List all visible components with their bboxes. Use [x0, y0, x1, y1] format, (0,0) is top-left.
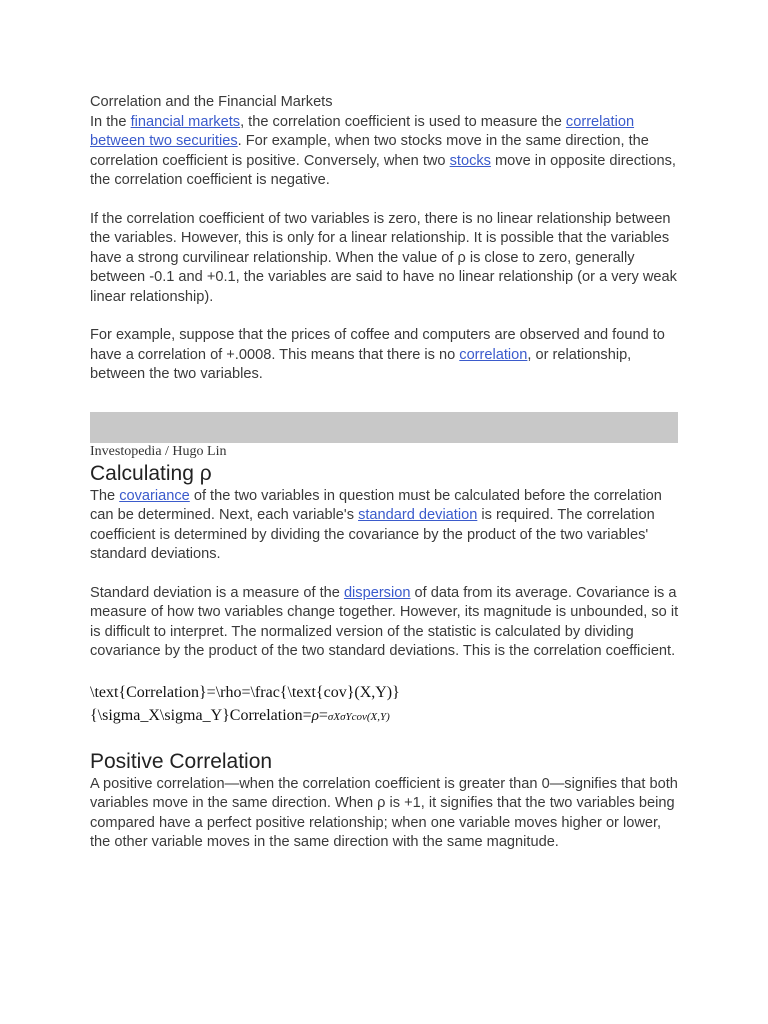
link-covariance[interactable]: covariance	[119, 487, 190, 504]
paragraph-standard-deviation	[90, 584, 682, 662]
text: . For example, when two stocks move in the same direction, the correlation coefficient is positive. Conversely, when two	[90, 133, 649, 169]
link-correlation[interactable]: correlation	[459, 346, 528, 363]
paragraph-positive-correlation: A positive correlation—when the correlation coefficient is greater than 0—signifies that both variables move in the same direction. When ρ is +1, it signifies that the two variables being compared have a perfect positive relationship; when one variable moves higher or lower, the other variable moves in the same direction with the same magnitude.	[90, 775, 678, 850]
text: The	[90, 487, 120, 504]
section-title: Correlation and the Financial Markets	[90, 94, 333, 110]
image-credit: Investopedia / Hugo Lin	[90, 443, 227, 459]
formula-line-1: \text{Correlation}=\rho=\frac{\text{cov}(X,Y)}	[90, 683, 400, 701]
link-dispersion[interactable]: dispersion	[343, 584, 411, 601]
paragraph-financial-markets	[90, 113, 682, 191]
text: Standard deviation is a measure of the	[90, 584, 344, 601]
paragraph-coffee-example	[90, 326, 682, 385]
link-financial-markets[interactable]: financial markets	[130, 113, 241, 130]
text: =	[318, 706, 328, 724]
link-correlation-between-securities[interactable]: correlation between two securities	[90, 113, 635, 149]
rho-symbol: ρ	[311, 707, 319, 724]
text: , or relationship, between the two variables.	[90, 346, 632, 382]
image-placeholder	[90, 412, 678, 443]
text: move in opposite directions, the correlation coefficient is negative.	[90, 152, 676, 188]
heading-calculating-rho: Calculating ρ	[90, 461, 212, 485]
text: of the two variables in question must be calculated before the correlation can be determined. Next, each variable's	[90, 487, 662, 523]
text: of data from its average. Covariance is a measure of how two variables change together. However, its magnitude is unbounded, so it is difficult to interpret. The normalized version of the statistic is calculated by dividing covariance by the product of the two standard deviations. This is the correlation coefficient.	[90, 584, 679, 659]
text: For example, suppose that the prices of coffee and computers are observed and found to have a correlation of +.0008. This means that there is no	[90, 327, 665, 363]
heading-positive-correlation: Positive Correlation	[90, 749, 273, 773]
paragraph-covariance	[90, 487, 682, 565]
text: {\sigma_X\sigma_Y}Correlation=	[90, 706, 312, 724]
link-stocks[interactable]: stocks	[449, 152, 491, 169]
formula-rendered: σXσYcov(X,Y)	[327, 710, 390, 723]
text: , the correlation coefficient is used to measure the	[240, 113, 566, 130]
formula-line-2	[90, 704, 682, 729]
correlation-formula	[90, 681, 682, 729]
article	[90, 93, 682, 853]
paragraph-zero-correlation: If the correlation coefficient of two variables is zero, there is no linear relationship between the variables. However, this is only for a linear relationship. It is possible that the variables have a strong curvilinear relationship. When the value of ρ is close to zero, generally between -0.1 and +0.1, the variables are said to have no linear relationship (or a very weak linear relationship).	[90, 210, 677, 305]
link-standard-deviation[interactable]: standard deviation	[358, 507, 478, 523]
text: In the	[90, 113, 131, 130]
text: is required. The correlation coefficient is determined by dividing the covariance by the product of the two variables' standard deviations.	[90, 507, 655, 562]
